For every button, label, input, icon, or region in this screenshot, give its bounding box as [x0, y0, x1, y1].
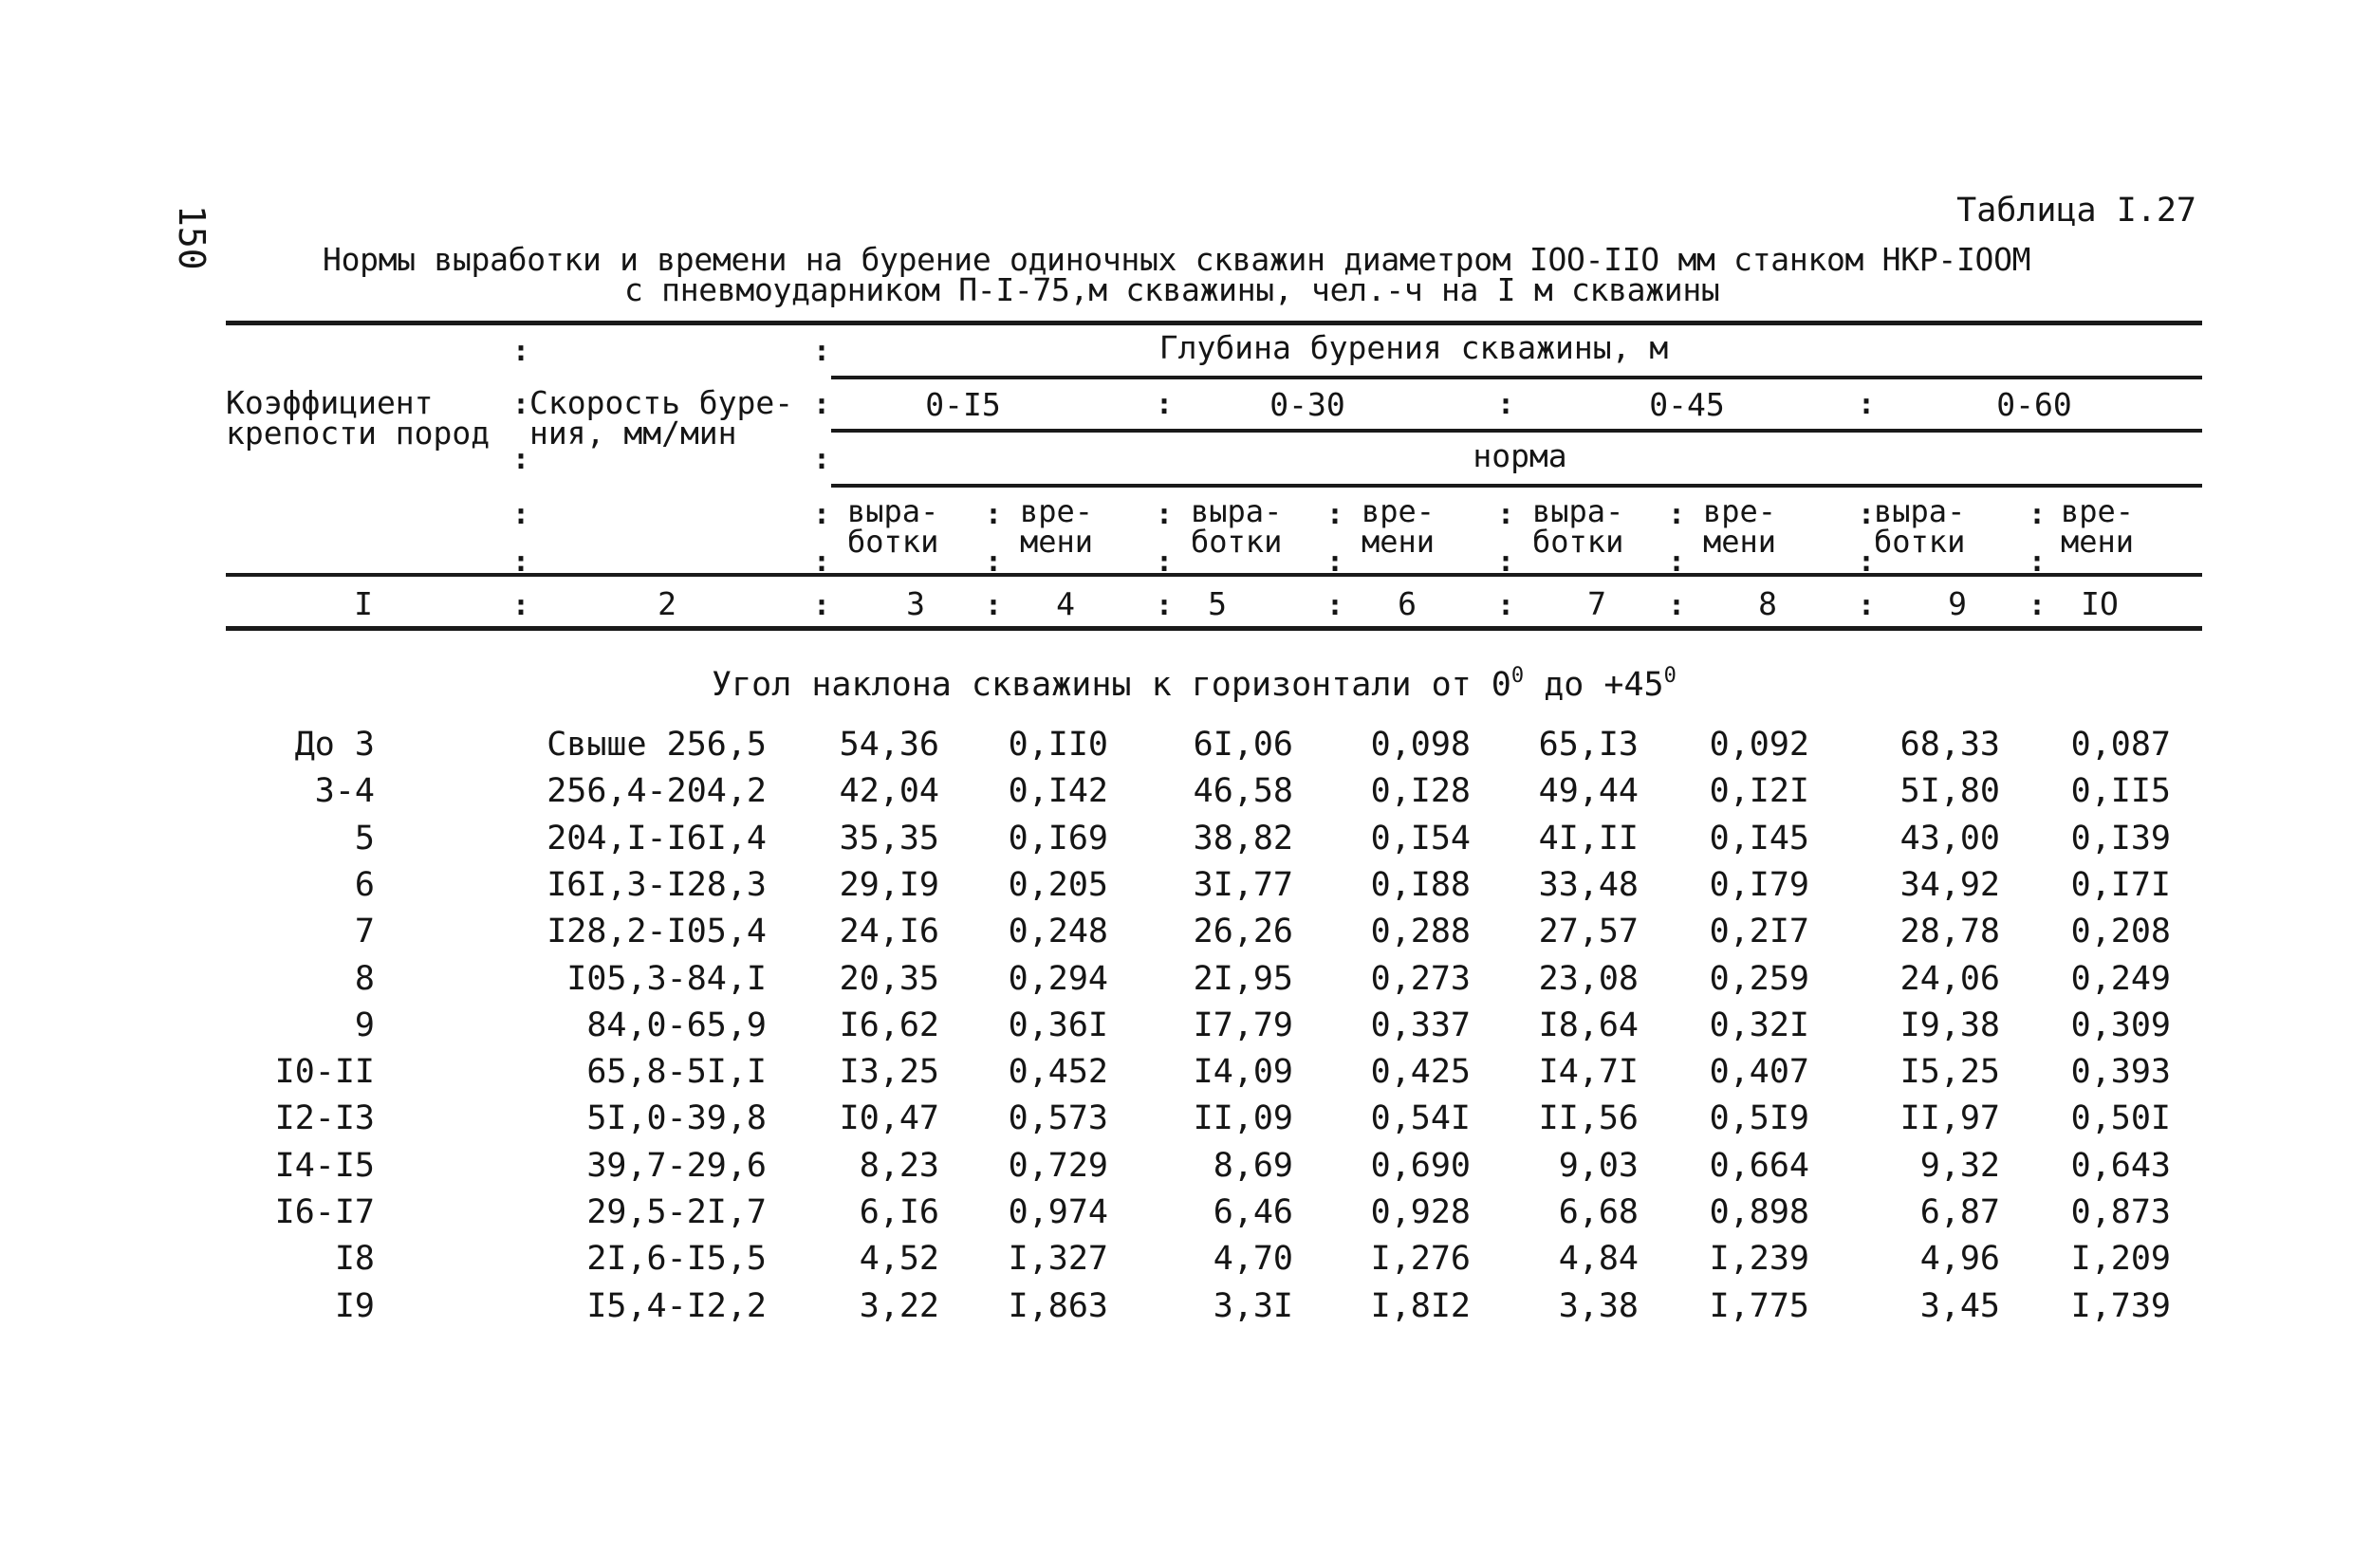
separator-colon: : — [813, 589, 831, 622]
cell-output-0-60: I5,25 — [1899, 1053, 2000, 1092]
column-numbers-rule — [226, 626, 2202, 631]
separator-colon: : — [1156, 589, 1174, 622]
cell-hardness: I4-I5 — [274, 1146, 375, 1185]
cell-hardness: 9 — [354, 1005, 375, 1044]
cell-time-0-30: 0,288 — [1370, 913, 1471, 951]
cell-output-0-15: 20,35 — [839, 959, 939, 998]
cell-time-0-15: I,863 — [1008, 1286, 1108, 1325]
cell-time-0-30: 0,690 — [1370, 1146, 1471, 1185]
cell-output-0-60: 9,32 — [1919, 1146, 2000, 1185]
separator-colon: : — [1326, 498, 1344, 531]
separator-colon: : — [1668, 545, 1686, 579]
header-depth-0-45: 0-45 — [1649, 386, 1725, 423]
cell-time-0-15: 0,248 — [1008, 913, 1108, 951]
separator-colon: : — [512, 498, 530, 531]
cell-output-0-45: 27,57 — [1538, 913, 1639, 951]
separator-colon: : — [1156, 498, 1174, 531]
cell-output-0-30: 3,3I — [1213, 1286, 1293, 1325]
cell-speed: 84,0-65,9 — [586, 1005, 767, 1044]
cell-speed: I05,3-84,I — [566, 959, 767, 998]
cell-time-0-30: 0,098 — [1370, 726, 1471, 764]
separator-colon: : — [1497, 388, 1515, 421]
cell-speed: I5,4-I2,2 — [586, 1286, 767, 1325]
separator-colon: : — [1668, 589, 1686, 622]
cell-output-0-30: I4,09 — [1193, 1053, 1293, 1092]
cell-time-0-60: 0,II5 — [2070, 772, 2171, 811]
cell-output-0-30: I7,79 — [1193, 1005, 1293, 1044]
table-title-line-2: с пневмоударником П-I-75,м скважины, чел.-ч на I м скважины — [624, 271, 1720, 308]
cell-speed: I6I,3-I28,3 — [547, 865, 767, 904]
cell-time-0-45: 0,I45 — [1709, 819, 1809, 858]
column-number-3: 3 — [906, 585, 925, 622]
cell-speed: Свыше 256,5 — [547, 726, 767, 764]
cell-time-0-15: 0,36I — [1008, 1005, 1108, 1044]
cell-hardness: I8 — [334, 1240, 375, 1279]
cell-output-0-45: 4,84 — [1558, 1240, 1639, 1279]
page-number: 150 — [171, 205, 213, 270]
column-number-7: 7 — [1587, 585, 1606, 622]
cell-output-0-60: 3,45 — [1919, 1286, 2000, 1325]
subhead-output-1-line-2: ботки — [847, 524, 939, 560]
separator-colon: : — [512, 589, 530, 622]
cell-time-0-60: 0,643 — [2070, 1146, 2171, 1185]
cell-time-0-15: 0,I69 — [1008, 819, 1108, 858]
subhead-output-3-line-1: выра- — [1532, 493, 1624, 529]
cell-hardness: 7 — [354, 913, 375, 951]
separator-colon: : — [985, 589, 1003, 622]
header-top-rule — [226, 321, 2202, 325]
cell-time-0-45: 0,664 — [1709, 1146, 1809, 1185]
cell-time-0-45: 0,407 — [1709, 1053, 1809, 1092]
cell-time-0-15: 0,729 — [1008, 1146, 1108, 1185]
subhead-time-1-line-2: мени — [1020, 524, 1094, 560]
separator-colon: : — [2029, 545, 2047, 579]
cell-time-0-60: 0,I7I — [2070, 865, 2171, 904]
cell-time-0-30: 0,273 — [1370, 959, 1471, 998]
subhead-output-2-line-1: выра- — [1191, 493, 1283, 529]
cell-output-0-15: 4,52 — [859, 1240, 939, 1279]
section-title — [712, 664, 1677, 704]
header-depth-0-15: 0-I5 — [925, 386, 1001, 423]
cell-time-0-60: 0,087 — [2070, 726, 2171, 764]
cell-time-0-45: 0,5I9 — [1709, 1099, 1809, 1138]
column-number-8: 8 — [1758, 585, 1777, 622]
header-depth-0-30: 0-30 — [1269, 386, 1345, 423]
cell-output-0-45: 9,03 — [1558, 1146, 1639, 1185]
cell-output-0-15: 35,35 — [839, 819, 939, 858]
cell-time-0-45: I,775 — [1709, 1286, 1809, 1325]
cell-time-0-30: I,8I2 — [1370, 1286, 1471, 1325]
separator-colon: : — [813, 443, 831, 476]
header-depth-label: Глубина бурения скважины, м — [1158, 329, 1669, 366]
cell-time-0-15: 0,II0 — [1008, 726, 1108, 764]
column-number-1: I — [354, 585, 373, 622]
table-row — [0, 769, 2353, 816]
subhead-output-1-line-1: выра- — [847, 493, 939, 529]
cell-time-0-60: I,739 — [2070, 1286, 2171, 1325]
separator-colon: : — [1858, 545, 1876, 579]
cell-time-0-60: 0,50I — [2070, 1099, 2171, 1138]
cell-time-0-30: 0,337 — [1370, 1005, 1471, 1044]
table-row — [0, 1004, 2353, 1050]
cell-time-0-45: 0,32I — [1709, 1005, 1809, 1044]
separator-colon: : — [512, 335, 530, 368]
separator-colon: : — [1497, 589, 1515, 622]
cell-hardness: 5 — [354, 819, 375, 858]
separator-colon: : — [512, 388, 530, 421]
cell-hardness: До 3 — [294, 726, 375, 764]
subhead-time-2-line-1: вре- — [1362, 493, 1436, 529]
cell-output-0-15: 8,23 — [859, 1146, 939, 1185]
header-speed-line-1: Скорость буре- — [529, 384, 794, 421]
column-number-10: IO — [2081, 585, 2119, 622]
cell-output-0-30: 26,26 — [1193, 913, 1293, 951]
cell-output-0-15: I6,62 — [839, 1005, 939, 1044]
cell-output-0-30: 4,70 — [1213, 1240, 1293, 1279]
cell-speed: 29,5-2I,7 — [586, 1193, 767, 1231]
cell-hardness: I6-I7 — [274, 1193, 375, 1231]
cell-output-0-45: I4,7I — [1538, 1053, 1639, 1092]
cell-speed: 5I,0-39,8 — [586, 1099, 767, 1138]
cell-time-0-30: 0,I54 — [1370, 819, 1471, 858]
cell-output-0-45: 4I,II — [1538, 819, 1639, 858]
cell-speed: I28,2-I05,4 — [547, 913, 767, 951]
cell-output-0-15: 29,I9 — [839, 865, 939, 904]
subhead-time-4-line-2: мени — [2061, 524, 2135, 560]
cell-time-0-60: I,209 — [2070, 1240, 2171, 1279]
table-row — [0, 957, 2353, 1004]
separator-colon: : — [1858, 589, 1876, 622]
cell-hardness: 8 — [354, 959, 375, 998]
cell-output-0-15: 3,22 — [859, 1286, 939, 1325]
cell-output-0-30: 6,46 — [1213, 1193, 1293, 1231]
cell-output-0-45: 49,44 — [1538, 772, 1639, 811]
column-number-9: 9 — [1948, 585, 1967, 622]
cell-output-0-60: 28,78 — [1899, 913, 2000, 951]
cell-output-0-45: 33,48 — [1538, 865, 1639, 904]
table-row — [0, 1190, 2353, 1237]
subhead-time-2-line-2: мени — [1362, 524, 1436, 560]
cell-time-0-30: 0,54I — [1370, 1099, 1471, 1138]
header-speed-line-2: ния, мм/мин — [529, 415, 737, 452]
subhead-output-3-line-2: ботки — [1532, 524, 1624, 560]
cell-output-0-30: 3I,77 — [1193, 865, 1293, 904]
cell-time-0-45: I,239 — [1709, 1240, 1809, 1279]
cell-output-0-60: 34,92 — [1899, 865, 2000, 904]
table-title-line-1: Нормы выработки и времени на бурение одиночных скважин диаметром IOO-IIO мм станком НКР-IOOМ — [323, 241, 2031, 278]
cell-hardness: I2-I3 — [274, 1099, 375, 1138]
cell-time-0-15: 0,974 — [1008, 1193, 1108, 1231]
cell-speed: 256,4-204,2 — [547, 772, 767, 811]
separator-colon: : — [1326, 545, 1344, 579]
cell-speed: 65,8-5I,I — [586, 1053, 767, 1092]
separator-colon: : — [512, 545, 530, 579]
separator-colon: : — [1497, 498, 1515, 531]
separator-colon: : — [985, 545, 1003, 579]
cell-output-0-60: 24,06 — [1899, 959, 2000, 998]
cell-hardness: I9 — [334, 1286, 375, 1325]
cell-time-0-45: 0,898 — [1709, 1193, 1809, 1231]
cell-time-0-60: 0,249 — [2070, 959, 2171, 998]
separator-colon: : — [985, 498, 1003, 531]
cell-time-0-60: 0,I39 — [2070, 819, 2171, 858]
table-row — [0, 910, 2353, 956]
header-norm-label: норма — [1473, 437, 1567, 474]
separator-colon: : — [1858, 388, 1876, 421]
cell-output-0-15: 6,I6 — [859, 1193, 939, 1231]
separator-colon: : — [813, 388, 831, 421]
cell-output-0-30: 6I,06 — [1193, 726, 1293, 764]
subhead-time-3-line-1: вре- — [1703, 493, 1777, 529]
norm-label-rule — [831, 484, 2202, 488]
table-row — [0, 1237, 2353, 1283]
cell-time-0-15: 0,573 — [1008, 1099, 1108, 1138]
cell-output-0-15: 42,04 — [839, 772, 939, 811]
cell-output-0-30: 2I,95 — [1193, 959, 1293, 998]
cell-output-0-45: II,56 — [1538, 1099, 1639, 1138]
column-number-6: 6 — [1398, 585, 1417, 622]
subhead-time-3-line-2: мени — [1703, 524, 1777, 560]
cell-time-0-15: 0,I42 — [1008, 772, 1108, 811]
subhead-time-4-line-1: вре- — [2061, 493, 2135, 529]
cell-output-0-60: 5I,80 — [1899, 772, 2000, 811]
column-number-5: 5 — [1208, 585, 1227, 622]
table-row — [0, 1144, 2353, 1190]
cell-time-0-45: 0,I2I — [1709, 772, 1809, 811]
cell-output-0-45: 65,I3 — [1538, 726, 1639, 764]
cell-output-0-30: 8,69 — [1213, 1146, 1293, 1185]
column-number-4: 4 — [1056, 585, 1075, 622]
separator-colon: : — [1668, 498, 1686, 531]
header-depth-0-60: 0-60 — [1996, 386, 2072, 423]
cell-output-0-15: I0,47 — [839, 1099, 939, 1138]
depth-label-rule — [831, 376, 2202, 379]
separator-colon: : — [1156, 545, 1174, 579]
separator-colon: : — [2029, 498, 2047, 531]
degree-mark: 0 — [1663, 664, 1677, 688]
header-hardness-line-1: Коэффициент — [226, 384, 434, 421]
degree-mark: 0 — [1510, 664, 1525, 688]
column-number-2: 2 — [658, 585, 676, 622]
cell-time-0-15: I,327 — [1008, 1240, 1108, 1279]
separator-colon: : — [813, 498, 831, 531]
table-row — [0, 723, 2353, 769]
separator-colon: : — [813, 545, 831, 579]
cell-time-0-60: 0,309 — [2070, 1005, 2171, 1044]
cell-output-0-60: 4,96 — [1919, 1240, 2000, 1279]
cell-time-0-45: 0,I79 — [1709, 865, 1809, 904]
table-row — [0, 863, 2353, 910]
separator-colon: : — [1156, 388, 1174, 421]
cell-output-0-45: 6,68 — [1558, 1193, 1639, 1231]
cell-time-0-30: I,276 — [1370, 1240, 1471, 1279]
table-row — [0, 1050, 2353, 1097]
separator-colon: : — [2029, 589, 2047, 622]
cell-output-0-15: I3,25 — [839, 1053, 939, 1092]
cell-time-0-15: 0,205 — [1008, 865, 1108, 904]
cell-output-0-60: 43,00 — [1899, 819, 2000, 858]
cell-output-0-60: 68,33 — [1899, 726, 2000, 764]
cell-output-0-45: 3,38 — [1558, 1286, 1639, 1325]
header-hardness-line-2: крепости пород — [226, 415, 491, 452]
cell-time-0-15: 0,452 — [1008, 1053, 1108, 1092]
subhead-output-4-line-1: выра- — [1874, 493, 1966, 529]
cell-time-0-30: 0,928 — [1370, 1193, 1471, 1231]
separator-colon: : — [1326, 589, 1344, 622]
cell-output-0-30: 38,82 — [1193, 819, 1293, 858]
cell-output-0-30: II,09 — [1193, 1099, 1293, 1138]
cell-hardness: I0-II — [274, 1053, 375, 1092]
cell-speed: 204,I-I6I,4 — [547, 819, 767, 858]
cell-output-0-45: 23,08 — [1538, 959, 1639, 998]
cell-time-0-60: 0,393 — [2070, 1053, 2171, 1092]
table-row — [0, 817, 2353, 863]
cell-hardness: 6 — [354, 865, 375, 904]
cell-time-0-30: 0,I28 — [1370, 772, 1471, 811]
cell-speed: 39,7-29,6 — [586, 1146, 767, 1185]
cell-output-0-30: 46,58 — [1193, 772, 1293, 811]
depth-ranges-rule — [831, 429, 2202, 433]
cell-hardness: 3-4 — [314, 772, 375, 811]
table-label: Таблица I.27 — [1956, 192, 2196, 230]
cell-time-0-45: 0,092 — [1709, 726, 1809, 764]
separator-colon: : — [813, 335, 831, 368]
cell-time-0-15: 0,294 — [1008, 959, 1108, 998]
section-title-text: Угол наклона скважины к горизонтали от 0 — [712, 666, 1511, 704]
cell-output-0-45: I8,64 — [1538, 1005, 1639, 1044]
subhead-time-1-line-1: вре- — [1020, 493, 1094, 529]
section-title-range: до +45 — [1524, 666, 1664, 704]
cell-output-0-60: 6,87 — [1919, 1193, 2000, 1231]
cell-time-0-45: 0,259 — [1709, 959, 1809, 998]
separator-colon: : — [1497, 545, 1515, 579]
subhead-output-4-line-2: ботки — [1874, 524, 1966, 560]
cell-output-0-15: 24,I6 — [839, 913, 939, 951]
cell-time-0-60: 0,873 — [2070, 1193, 2171, 1231]
cell-time-0-45: 0,2I7 — [1709, 913, 1809, 951]
cell-speed: 2I,6-I5,5 — [586, 1240, 767, 1279]
cell-time-0-30: 0,425 — [1370, 1053, 1471, 1092]
cell-output-0-15: 54,36 — [839, 726, 939, 764]
separator-colon: : — [512, 443, 530, 476]
separator-colon: : — [1858, 498, 1876, 531]
cell-time-0-30: 0,I88 — [1370, 865, 1471, 904]
table-row — [0, 1097, 2353, 1143]
cell-output-0-60: II,97 — [1899, 1099, 2000, 1138]
table-row — [0, 1284, 2353, 1331]
cell-time-0-60: 0,208 — [2070, 913, 2171, 951]
cell-output-0-60: I9,38 — [1899, 1005, 2000, 1044]
subhead-output-2-line-2: ботки — [1191, 524, 1283, 560]
